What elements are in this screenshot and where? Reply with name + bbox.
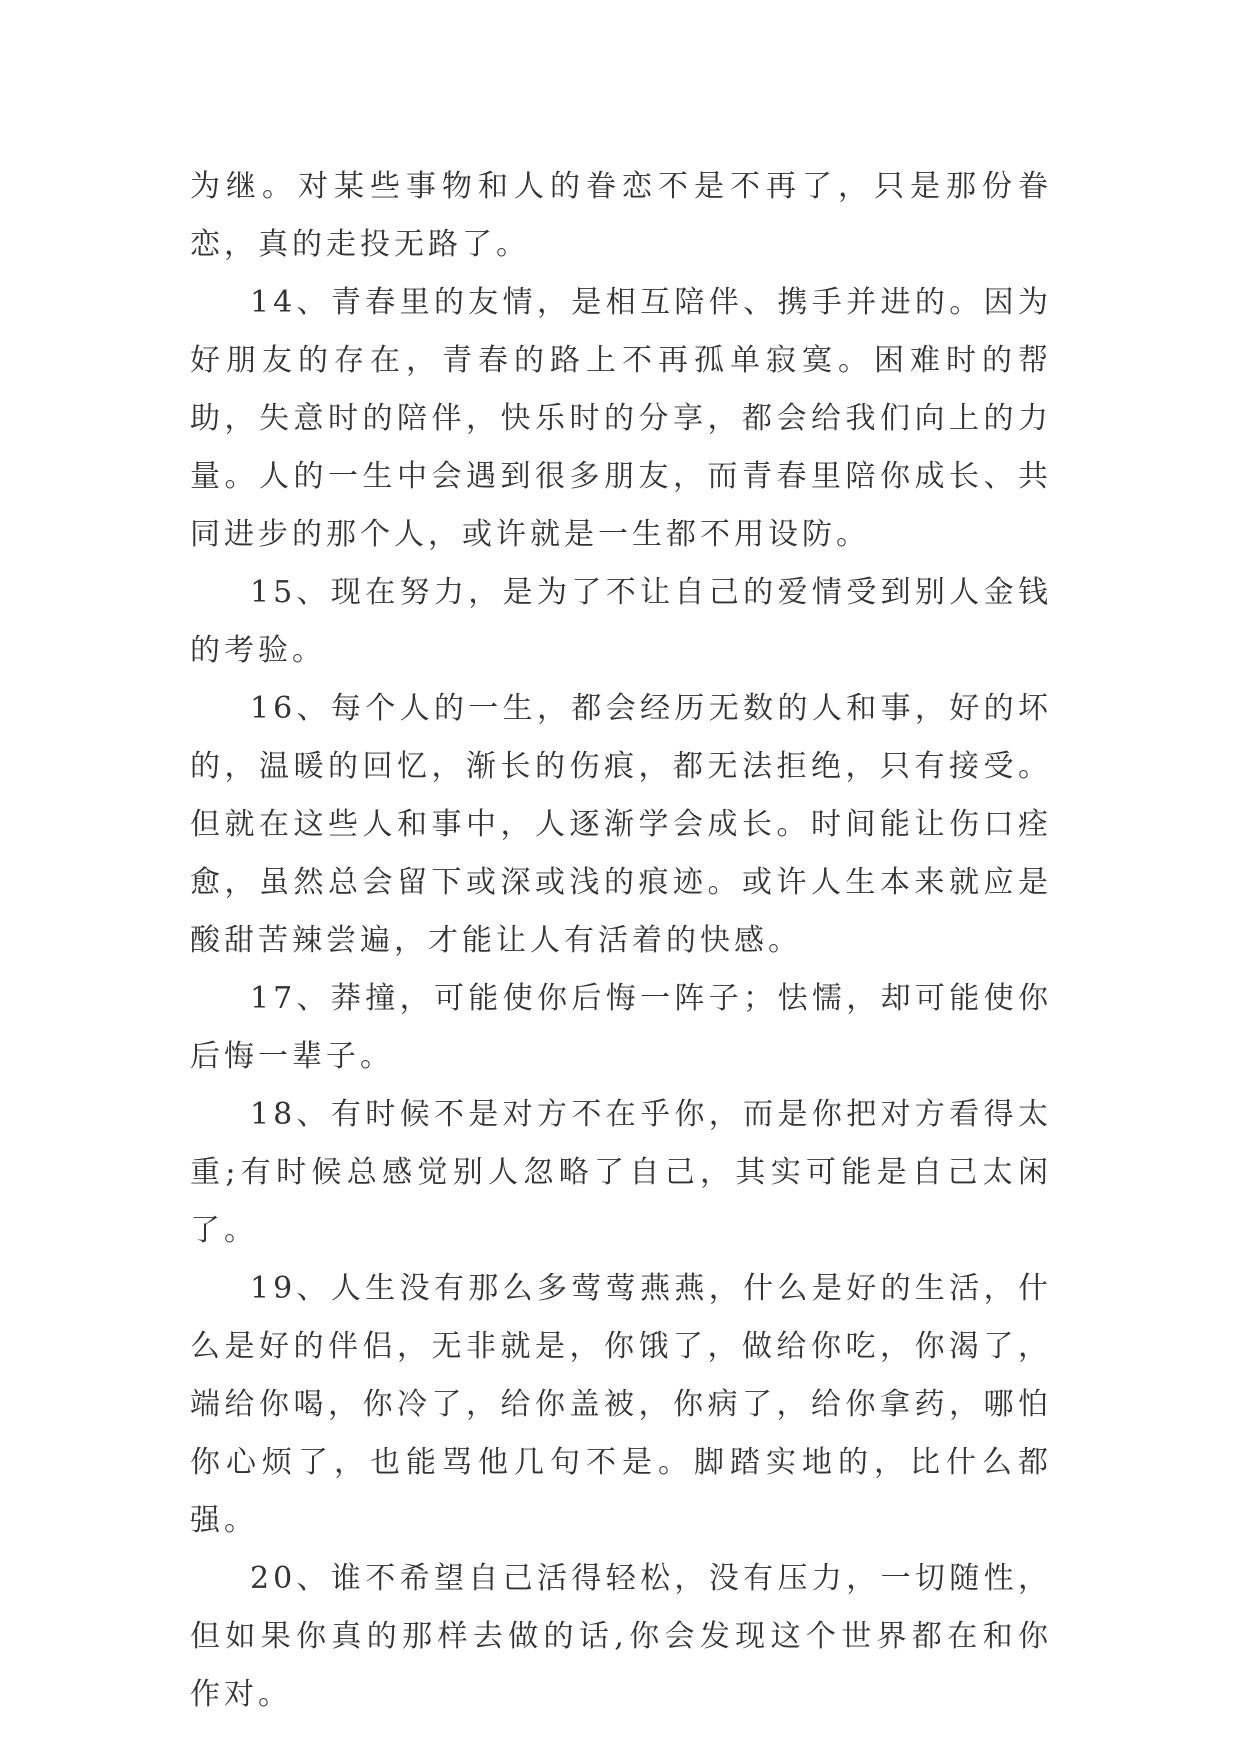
paragraph-15: 15、现在努力，是为了不让自己的爱情受到别人金钱的考验。 [190, 575, 1052, 668]
paragraph-14: 14、青春里的友情，是相互陪伴、携手并进的。因为好朋友的存在，青春的路上不再孤单寂寞。困难时的帮助，失意时的陪伴，快乐时的分享，都会给我们向上的力量。人的一生中会遇到很多朋友，而青春里陪你成长、共同进步的那个人，或许就是一生都不用设防。 [190, 285, 1052, 552]
paragraph-19: 19、人生没有那么多莺莺燕燕，什么是好的生活，什么是好的伴侣，无非就是，你饿了，做给你吃，你渴了，端给你喝，你冷了，给你盖被，你病了，给你拿药，哪怕你心烦了，也能骂他几句不是。脚踏实地的，比什么都强。 [190, 1271, 1052, 1538]
paragraph-20: 20、谁不希望自己活得轻松，没有压力，一切随性，但如果你真的那样去做的话,你会发现这个世界都在和你作对。 [190, 1561, 1052, 1712]
paragraph-18: 18、有时候不是对方不在乎你，而是你把对方看得太重;有时候总感觉别人忽略了自己，其实可能是自己太闲了。 [190, 1097, 1052, 1248]
paragraph-16: 16、每个人的一生，都会经历无数的人和事，好的坏的，温暖的回忆，渐长的伤痕，都无法拒绝，只有接受。但就在这些人和事中，人逐渐学会成长。时间能让伤口痊愈，虽然总会留下或深或浅的痕迹。或许人生本来就应是酸甜苦辣尝遍，才能让人有活着的快感。 [190, 691, 1052, 958]
paragraph-continued: 为继。对某些事物和人的眷恋不是不再了，只是那份眷恋，真的走投无路了。 [190, 169, 1052, 262]
paragraph-17: 17、莽撞，可能使你后悔一阵子；怯懦，却可能使你后悔一辈子。 [190, 981, 1052, 1074]
document-body [190, 158, 1052, 1724]
